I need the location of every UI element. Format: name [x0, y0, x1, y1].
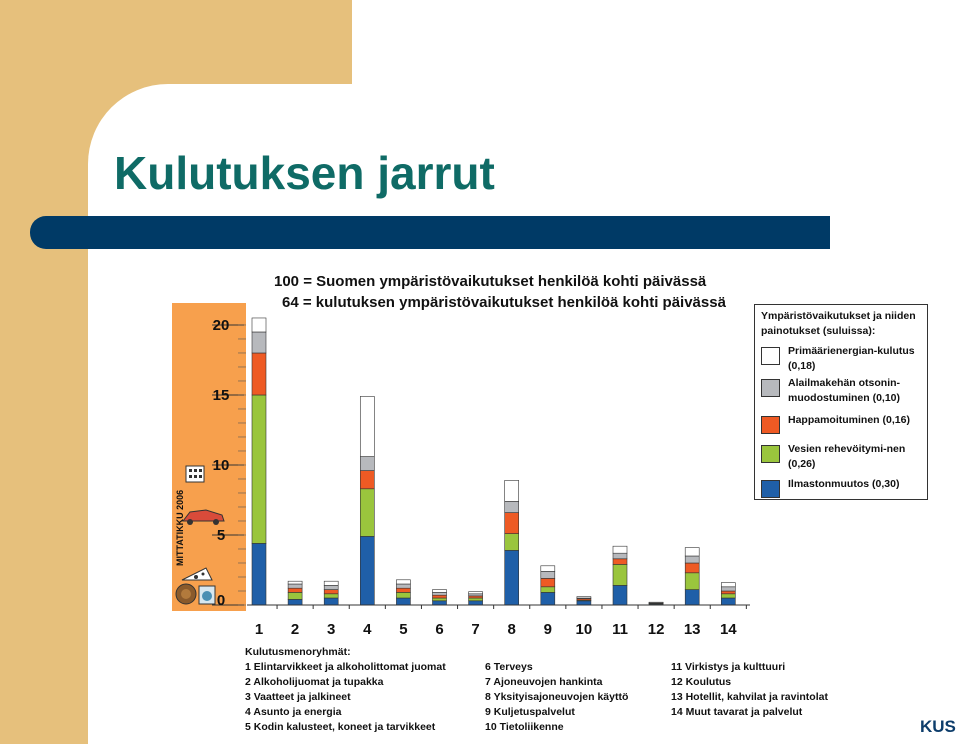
legend: [754, 304, 928, 500]
legend-swatch-eutrophication: [761, 445, 780, 463]
bar-segment: [324, 594, 338, 598]
bar-segment: [252, 318, 266, 332]
bar-segment: [541, 578, 555, 586]
bar-segment: [541, 566, 555, 572]
group-item: 3 Vaatteet ja jalkineet: [245, 691, 351, 703]
bar-segment: [613, 546, 627, 553]
legend-swatch-acidification: [761, 416, 780, 434]
bar-segment: [541, 587, 555, 593]
bar-segment: [396, 592, 410, 598]
bar-segment: [505, 501, 519, 512]
group-item: 5 Kodin kalusteet, koneet ja tarvikkeet: [245, 721, 436, 733]
bar-segment: [433, 595, 447, 598]
group-item: 9 Kuljetuspalvelut: [485, 706, 575, 718]
legend-label-acidification: Happamoituminen (0,16): [788, 414, 910, 426]
groups-column-1: [245, 660, 446, 735]
legend-swatch-ozone: [761, 379, 780, 397]
bar-segment: [505, 513, 519, 534]
group-item: 7 Ajoneuvojen hankinta: [485, 676, 603, 688]
group-item: 4 Asunto ja energia: [245, 706, 342, 718]
bar-segment: [252, 332, 266, 353]
group-item: 12 Koulutus: [671, 676, 732, 688]
bar-segment: [396, 588, 410, 592]
group-item: 2 Alkoholijuomat ja tupakka: [245, 676, 384, 688]
bar-segment: [396, 584, 410, 588]
groups-heading: Kulutusmenoryhmät:: [245, 646, 351, 658]
legend-swatch-primary-energy: [761, 347, 780, 365]
expenditure-groups: [245, 646, 865, 742]
bar-segment: [613, 553, 627, 559]
bar-segment: [469, 596, 483, 598]
bar-segment: [505, 480, 519, 501]
bar-segment: [505, 550, 519, 605]
washing-machine-icon: [199, 586, 215, 604]
bar-segment: [685, 556, 699, 563]
bar-segment: [469, 598, 483, 601]
measuring-stick-label: MITTATIKKU 2006: [175, 489, 185, 566]
y-tick-label: 10: [212, 456, 230, 474]
legend-swatch-climate-change: [761, 480, 780, 498]
bar-segment: [396, 598, 410, 605]
bar-segment: [469, 594, 483, 596]
x-tick-label: 10: [575, 621, 593, 638]
definition-line-1: 100 = Suomen ympäristövaikutukset henkilöä kohti päivässä: [274, 273, 707, 290]
legend-title: Ympäristövaikutukset ja niiden painotukset (suluissa):: [761, 310, 916, 337]
bar-segment: [721, 587, 735, 591]
x-tick-label: 12: [647, 621, 665, 638]
bar-segment: [721, 594, 735, 598]
group-item: 13 Hotellit, kahvilat ja ravintolat: [671, 691, 828, 703]
x-tick-label: 4: [363, 621, 372, 638]
x-tick-label: 6: [435, 621, 444, 638]
bar-segment: [288, 584, 302, 588]
y-tick-label: 15: [212, 386, 230, 404]
legend-label-eutrophication: Vesien rehevöitymi-nen (0,26): [788, 443, 906, 470]
x-tick-label: 5: [399, 621, 408, 638]
legend-label-climate-change: Ilmastonmuutos (0,30): [788, 478, 900, 490]
bar-segment: [577, 601, 591, 605]
bar-segment: [613, 585, 627, 605]
bar-segment: [288, 588, 302, 592]
bar-segment: [288, 581, 302, 584]
bar-segment: [252, 353, 266, 395]
measuring-stick-scale: [243, 303, 246, 611]
x-tick-label: 1: [254, 621, 264, 638]
y-tick-label: 5: [216, 526, 226, 544]
bar-segment: [613, 564, 627, 585]
x-tick-label: 2: [290, 621, 300, 638]
bar-segment: [721, 583, 735, 587]
bar-segment: [324, 590, 338, 594]
bar-segment: [324, 581, 338, 585]
definition-line-2: 64 = kulutuksen ympäristövaikutukset henkilöä kohti päivässä: [282, 294, 726, 311]
group-item: 8 Yksityisajoneuvojen käyttö: [485, 691, 629, 703]
legend-label-primary-energy: Primäärienergian-kulutus (0,18): [788, 345, 915, 372]
bar-segment: [469, 592, 483, 594]
kus-logo: KUS: [920, 717, 956, 736]
cake-icon: [176, 584, 196, 604]
bar-segment: [577, 597, 591, 598]
bar-segment: [613, 559, 627, 565]
bar-segment: [685, 563, 699, 573]
bar-segment: [360, 471, 374, 489]
x-tick-label: 13: [683, 621, 701, 638]
x-tick-label: 3: [327, 621, 336, 638]
bar-segment: [433, 598, 447, 601]
bar-segment: [541, 571, 555, 578]
y-tick-label: 0: [216, 592, 226, 609]
bar-segment: [433, 592, 447, 595]
bar-segment: [360, 457, 374, 471]
bar-segment: [541, 592, 555, 605]
bar-segment: [685, 590, 699, 605]
bar-segment: [721, 591, 735, 594]
bar-segment: [360, 396, 374, 456]
bar-segment: [685, 548, 699, 556]
bar-segment: [469, 601, 483, 605]
bar-segment: [288, 599, 302, 605]
bar-segment: [252, 543, 266, 605]
bar-segment: [288, 592, 302, 599]
x-tick-label: 8: [507, 621, 516, 638]
bar-segment: [433, 601, 447, 605]
x-tick-label: 11: [612, 621, 628, 638]
groups-column-2: [485, 660, 628, 735]
slide-title: Kulutuksen jarrut: [114, 147, 495, 199]
bar-segment: [324, 598, 338, 605]
group-item: 10 Tietoliikenne: [485, 721, 564, 733]
group-item: 11 Virkistys ja kulttuuri: [671, 661, 786, 673]
building-icon: [186, 466, 204, 482]
bar-segment: [649, 602, 663, 603]
group-item: 1 Elintarvikkeet ja alkoholittomat juomat: [245, 661, 446, 673]
x-tick-label: 14: [719, 621, 737, 638]
group-item: 6 Terveys: [485, 661, 533, 673]
bar-segment: [433, 590, 447, 593]
x-tick-label: 7: [471, 621, 480, 638]
group-item: 14 Muut tavarat ja palvelut: [671, 706, 803, 718]
bar-segment: [360, 536, 374, 605]
x-tick-label: 9: [543, 621, 552, 638]
bar-segment: [505, 534, 519, 551]
bar-segment: [685, 573, 699, 590]
bar-segment: [324, 585, 338, 589]
bar-segment: [396, 580, 410, 584]
bar-segment: [360, 489, 374, 537]
legend-label-ozone: Alailmakehän otsonin-muodostuminen (0,10): [788, 377, 901, 404]
bar-segment: [252, 395, 266, 543]
bar-segment: [721, 598, 735, 605]
y-tick-label: 20: [212, 316, 230, 334]
groups-column-3: [671, 660, 828, 720]
